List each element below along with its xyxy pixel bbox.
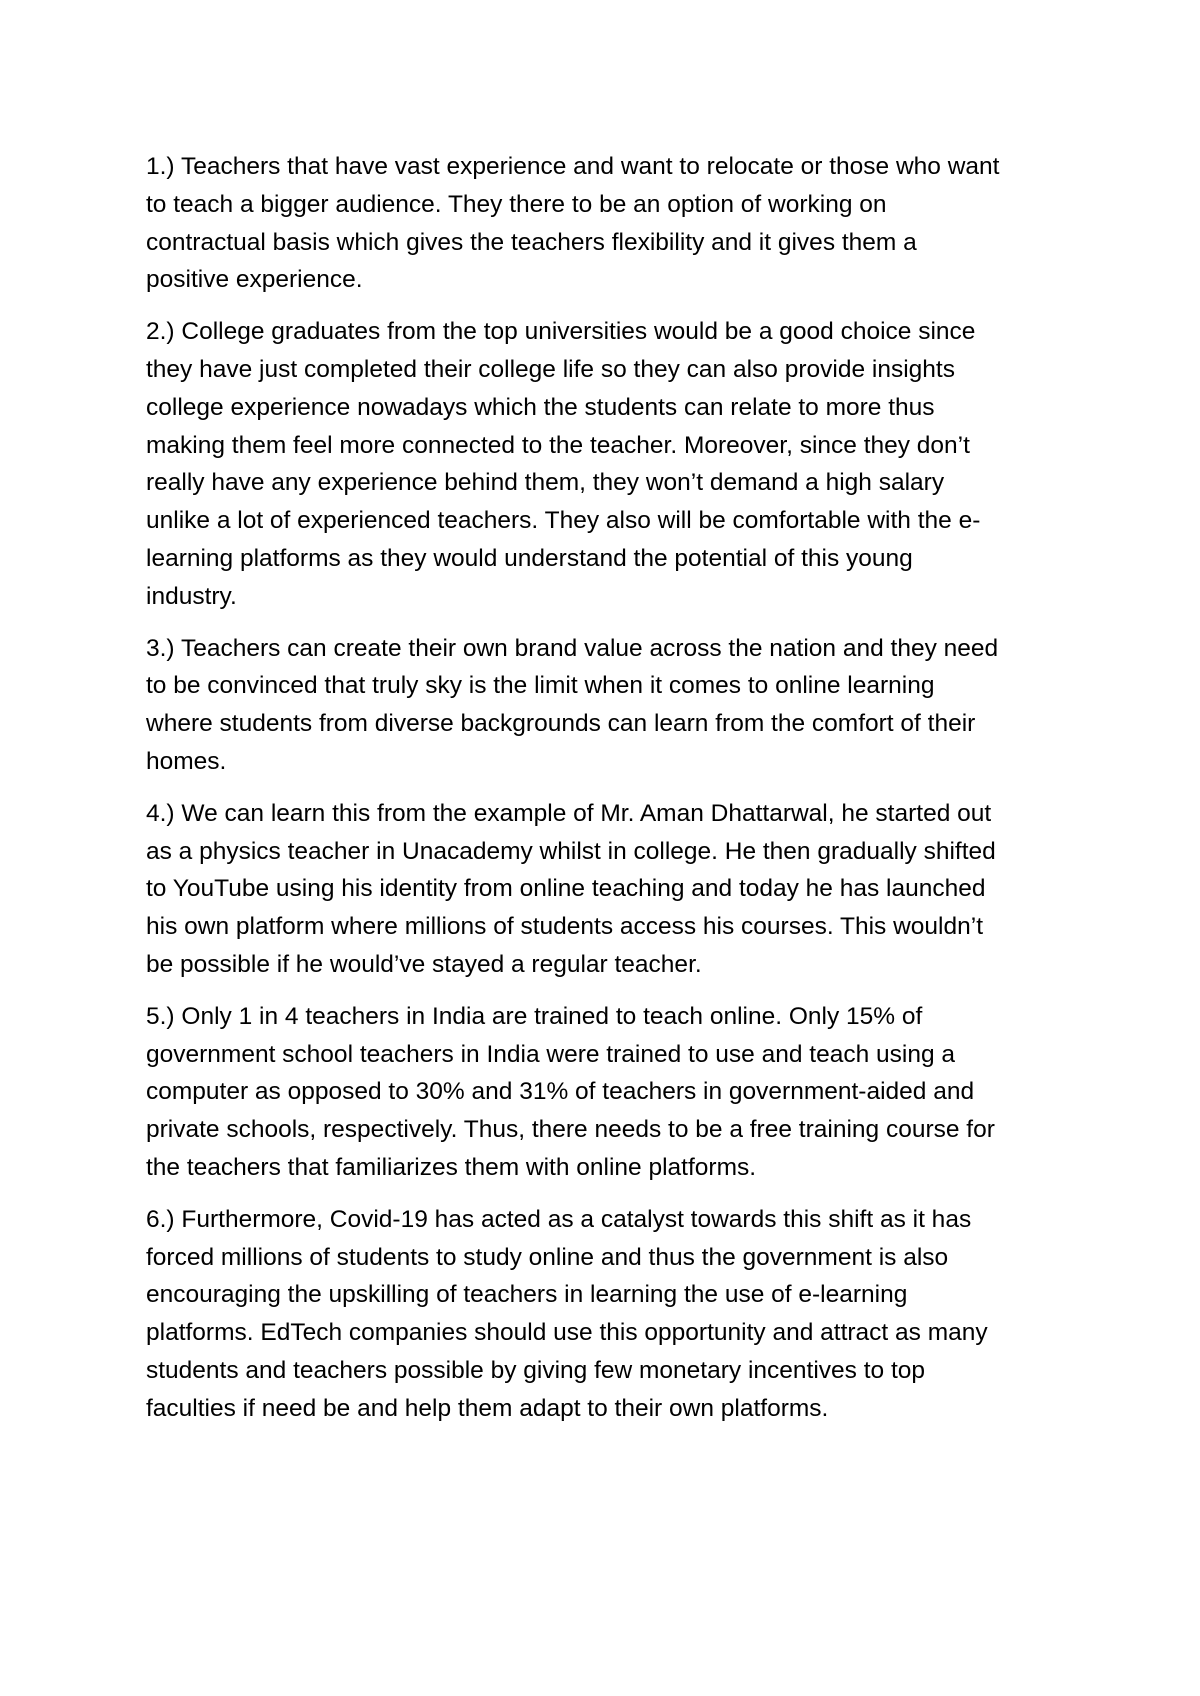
paragraph-1: 1.) Teachers that have vast experience and want to relocate or those who want to teach a bigger audience. They there to be an option of working on contractual basis which gives the teachers flexibility and it gives them a positive experience. bbox=[146, 153, 1000, 294]
document-body bbox=[146, 148, 1066, 1442]
paragraph-2: 2.) College graduates from the top universities would be a good choice since they have just completed their college life so they can also provide insights college experience nowadays which the students can relate to more thus making them feel more connected to the teacher. Moreover, since they don’t really have any experience behind them, they won’t demand a high salary unlike a lot of experienced teachers. They also will be comfortable with the e- learning platforms as they would understand the potential of this young industry. bbox=[146, 318, 981, 610]
paragraph-5: 5.) Only 1 in 4 teachers in India are trained to teach online. Only 15% of government school teachers in India were trained to use and teach using a computer as opposed to 30% and 31% of teachers in government-aided and private schools, respectively. Thus, there needs to be a free training course for the teachers that familiarizes them with online platforms. bbox=[146, 1002, 995, 1181]
paragraph-3: 3.) Teachers can create their own brand value across the nation and they need to be convinced that truly sky is the limit when it comes to online learning where students from diverse backgrounds can learn from the comfort of their homes. bbox=[146, 634, 999, 775]
paragraph-4: 4.) We can learn this from the example of Mr. Aman Dhattarwal, he started out as a physics teacher in Unacademy whilst in college. He then gradually shifted to YouTube using his identity from online teaching and today he has launched his own platform where millions of students access his courses. This wouldn’t be possible if he would’ve stayed a regular teacher. bbox=[146, 799, 996, 978]
paragraph-6: 6.) Furthermore, Covid-19 has acted as a catalyst towards this shift as it has forced millions of students to study online and thus the government is also encouraging the upskilling of teachers in learning the use of e-learning platforms. EdTech companies should use this opportunity and attract as many students and teachers possible by giving few monetary incentives to top faculties if need be and help them adapt to their own platforms. bbox=[146, 1205, 988, 1422]
